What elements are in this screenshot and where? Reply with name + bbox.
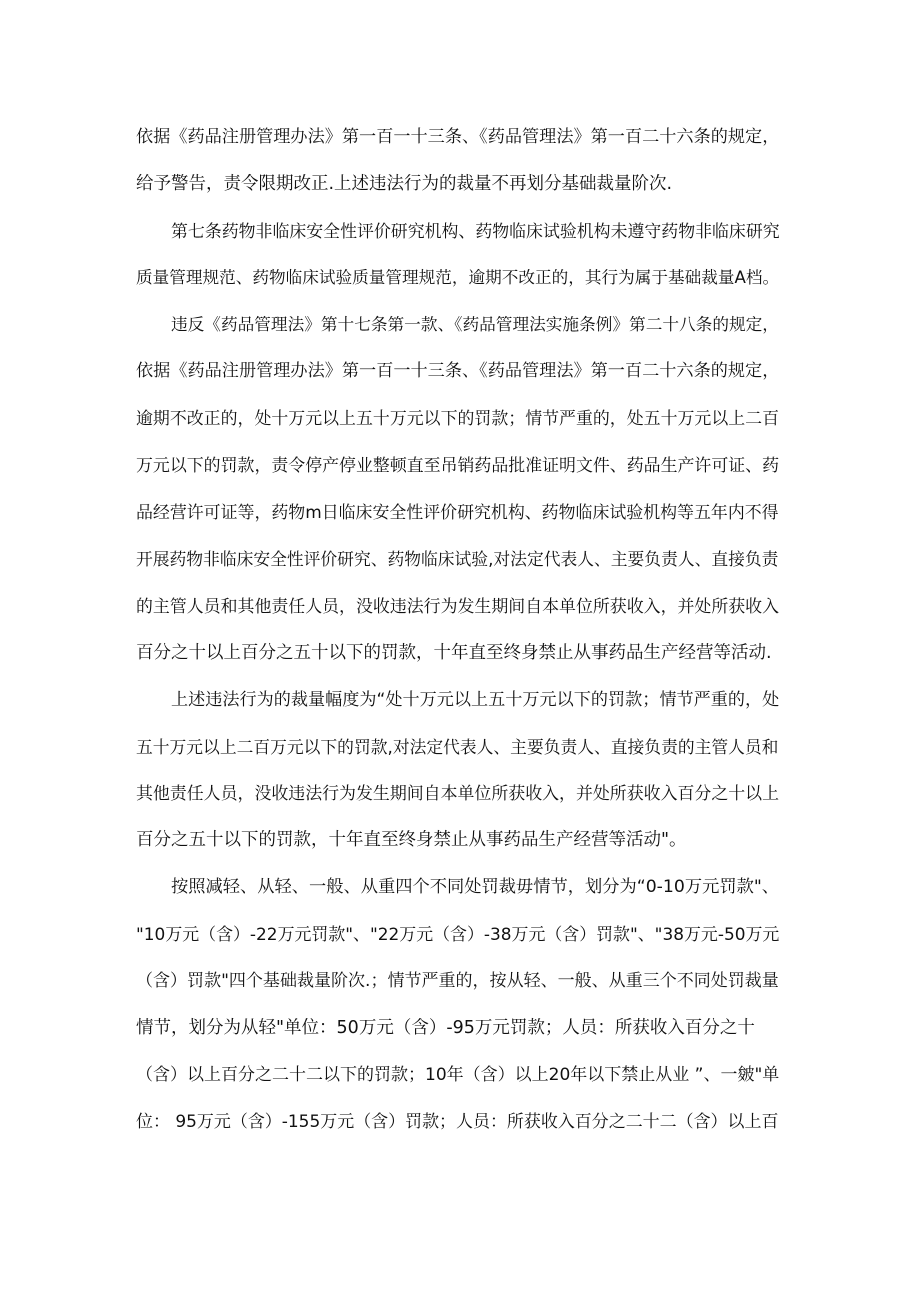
paragraph-first-line: 上述违法行为的裁量幅度为“处十万元以上五十万元以下的罚款；情节严重的，处 (171, 689, 780, 710)
text-line: 依据《药品注册管理办法》第一百一十三条、《药品管理法》第一百二十六条的规定， (136, 361, 780, 382)
text-line: 百分之十以上百分之五十以下的罚款，十年直至终身禁止从事药品生产经营等活动. (136, 642, 772, 663)
document-body (136, 114, 786, 1146)
text-line: （含）罚款"四个基础裁量阶次.；情节严重的，按从轻、一般、从重三个不同处罚裁量 (136, 971, 779, 992)
text-line: 逾期不改正的，处十万元以上五十万元以下的罚款；情节严重的，处五十万元以上二百 (136, 408, 780, 429)
paragraph-first-line: 违反《药品管理法》第十七条第一款、《药品管理法实施条例》第二十八条的规定， (171, 314, 779, 334)
text-line: 其他责任人员，没收违法行为发生期间自本单位所获收入，并处所获收入百分之十以上 (136, 783, 780, 804)
text-line: 开展药物非临床安全性评价研究、药物临床试验,对法定代表人、主要负责人、直接负责 (136, 549, 779, 570)
text-line: （含）以上百分之二十二以下的罚款；10年（含）以上20年以下禁止从业 ”、一皴"单 (136, 1064, 780, 1085)
text-line: 百分之五十以下的罚款，十年直至终身禁止从事药品生产经营等活动"。 (136, 830, 687, 851)
text-line: 质量管理规范、药物临床试验质量管理规范，逾期不改正的，其行为属于基础裁量A档。 (136, 267, 780, 287)
text-line: 依据《药品注册管理办法》第一百一十三条、《药品管理法》第一百二十六条的规定， (136, 127, 780, 147)
text-line: 五十万元以上二百万元以下的罚款,对法定代表人、主要负责人、直接负责的主管人员和 (136, 736, 779, 757)
paragraph-first-line: 按照减轻、从轻、一般、从重四个不同处罚裁毋情节，划分为“0-10万元罚款"、 (171, 877, 780, 898)
text-line: 情节，划分为从轻"单位：50万元（含）-95万元罚款；人员：所获收入百分之十 (136, 1017, 755, 1038)
text-line: "10万元（含）-22万元罚款"、"22万元（含）-38万元（含）罚款"、"38万元-50万元 (136, 924, 780, 945)
text-line: 品经营许可证等，药物m日临床安全性评价研究机构、药物临床试验机构等五年内不得 (136, 502, 779, 523)
text-line: 万元以下的罚款，责令停产停业整顿直至吊销药品批准证明文件、药品生产许可证、药 (136, 455, 780, 476)
text-line: 给予警告，责令限期改正.上述违法行为的裁量不再划分基础裁量阶次. (136, 173, 673, 194)
text-line: 位： 95万元（含）-155万元（含）罚款；人员：所获收入百分之二十二（含）以上百 (136, 1111, 779, 1132)
paragraph-first-line: 第七条药物非临床安全性评价研究机构、药物临床试验机构未遵守药物非临床研究 (171, 220, 780, 241)
text-line: 的主管人员和其他责任人员，没收违法行为发生期间自本单位所获收入，并处所获收入 (136, 595, 780, 616)
